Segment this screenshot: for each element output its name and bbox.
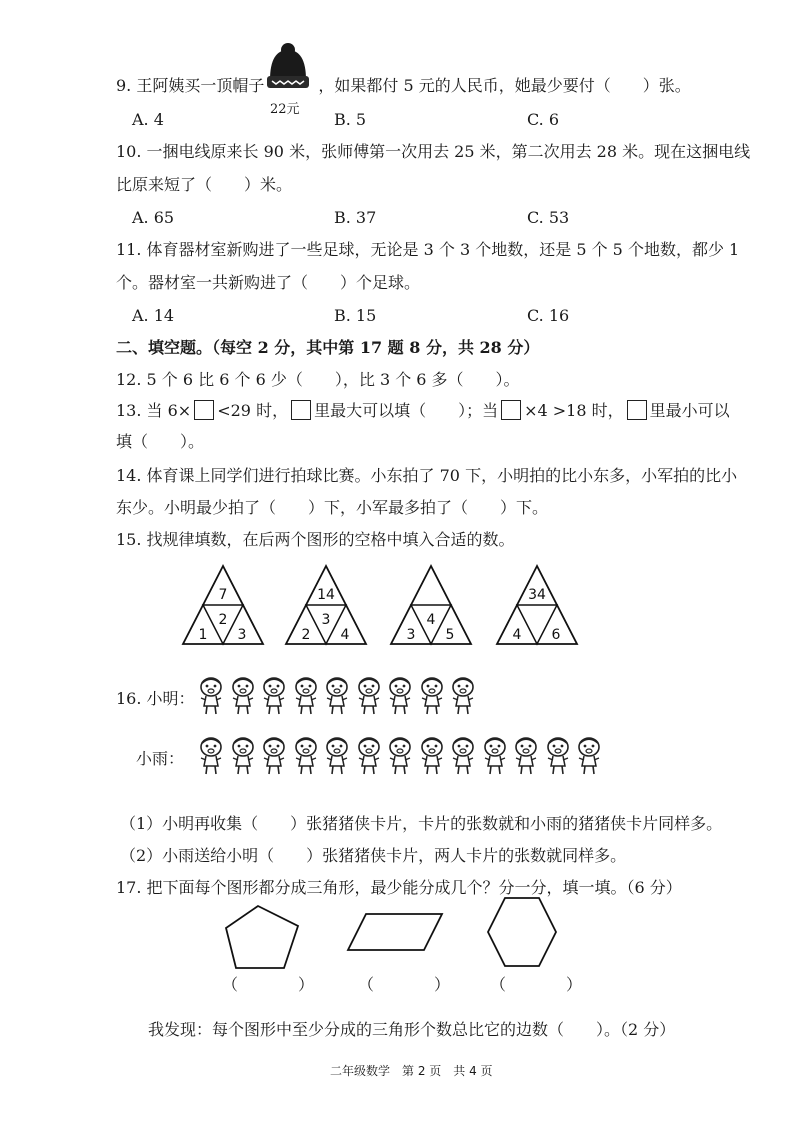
q17-answer-pentagon[interactable]: （ ） [222,975,337,994]
q13-part5: 里最小可以 [649,401,730,420]
q14-line2: 东少。小明最少拍了（ ）下，小军最多拍了（ ）下。 [116,498,549,517]
q9-option-c: C. 6 [527,110,560,129]
pig-card-icon [198,676,224,716]
pig-card-icon [293,736,319,776]
answer-box[interactable] [627,400,647,420]
q9-line [116,76,691,96]
q11-option-c: C. 16 [527,306,570,325]
triangle-cell: 1 [198,627,208,643]
q12-line: 12. 5 个 6 比 6 个 6 少（ ），比 3 个 6 多（ ）。 [116,370,520,389]
q16-label-xiaoyu: 小雨： [136,749,185,768]
pig-card-icon [513,736,539,776]
triangle-cell: 4 [512,627,522,643]
pentagon-shape [222,902,304,974]
pig-card-icon [387,676,413,716]
triangle-cell: 4 [426,612,436,628]
pig-card-icon [324,676,350,716]
pig-card-icon [230,676,256,716]
pig-card-icon [293,676,319,716]
hat-image [264,40,312,98]
triangle-cell: 3 [237,627,247,643]
triangle-cell: 3 [321,612,331,628]
triangle-cell: 5 [445,627,455,643]
pig-card-icon [198,736,224,776]
q13-part3: 里最大可以填（ ）；当 [314,401,499,420]
triangle-cell: 6 [551,627,561,643]
q17-text: 17. 把下面每个图形都分成三角形，最少能分成几个？分一分，填一填。（6 分） [116,878,682,897]
triangle-cell: 3 [406,627,416,643]
triangle-figure-1 [180,562,266,648]
q13-part2: <29 时， [217,401,289,420]
pig-card-icon [261,676,287,716]
q16-sub2: （2）小雨送给小明（ ）张猪猪侠卡片，两人卡片的张数就同样多。 [120,846,627,865]
q17-answer-hexagon[interactable]: （ ） [490,975,605,994]
pig-card-icon [450,676,476,716]
q10-line1: 10. 一捆电线原来长 90 米，张师傅第一次用去 25 米，第二次用去 28 米。现在这捆电线 [116,142,751,161]
pig-card-icon [450,736,476,776]
q9-option-b: B. 5 [334,110,367,129]
q11-option-a: A. 14 [132,306,175,325]
hat-price: 22元 [270,102,300,117]
q11-line1: 11. 体育器材室新购进了一些足球，无论是 3 个 3 个地数，还是 5 个 5 个地数，都少 1 [116,240,740,259]
pig-card-icon [419,736,445,776]
q13-line2: 填（ ）。 [116,432,205,451]
pig-card-icon [356,676,382,716]
q13-line1 [116,400,730,421]
pig-card-icon [576,736,602,776]
triangle-figure-2 [283,562,369,648]
triangle-cell: 2 [301,627,311,643]
pig-card-icon [419,676,445,716]
q13-part1: 13. 当 6× [116,401,192,420]
q9-text-before: 9. 王阿姨买一顶帽子 [116,76,265,95]
triangle-cell: 7 [218,587,228,603]
triangle-cell: 4 [340,627,350,643]
pig-card-icon [356,736,382,776]
parallelogram-shape [344,910,446,954]
triangle-cell: 14 [317,587,335,603]
answer-box[interactable] [194,400,214,420]
section-fill-in-title: 二、填空题。（每空 2 分，其中第 17 题 8 分，共 28 分） [116,338,540,357]
q11-line2: 个。器材室一共新购进了（ ）个足球。 [116,273,421,292]
q17-answer-parallelogram[interactable]: （ ） [358,975,473,994]
q10-option-b: B. 37 [334,208,377,227]
q9-option-a: A. 4 [132,110,164,129]
q17-discovery: 我发现：每个图形中至少分成的三角形个数总比它的边数（ ）。（2 分） [148,1020,676,1039]
triangle-cell: 2 [218,612,228,628]
q10-line2: 比原来短了（ ）米。 [116,175,293,194]
pig-card-icon [545,736,571,776]
q16-sub1: （1）小明再收集（ ）张猪猪侠卡片，卡片的张数就和小雨的猪猪侠卡片同样多。 [120,814,723,833]
pig-card-icon [387,736,413,776]
pig-card-icon [482,736,508,776]
q15-text: 15. 找规律填数，在后两个图形的空格中填入合适的数。 [116,530,515,549]
q10-option-c: C. 53 [527,208,570,227]
pig-card-icon [230,736,256,776]
hexagon-shape [484,894,560,970]
answer-box[interactable] [291,400,311,420]
pig-card-icon [324,736,350,776]
pig-card-icon [261,736,287,776]
answer-box[interactable] [501,400,521,420]
triangle-cell: 34 [528,587,546,603]
q10-option-a: A. 65 [132,208,175,227]
page-footer: 二年级数学 第 2 页 共 4 页 [330,1064,493,1078]
q11-option-b: B. 15 [334,306,377,325]
triangle-figure-4 [494,562,580,648]
q9-text-after: ，如果都付 5 元的人民币，她最少要付（ ）张。 [318,76,691,95]
triangle-figure-3 [388,562,474,648]
q13-part4: ×4 >18 时， [524,401,624,420]
q14-line1: 14. 体育课上同学们进行拍球比赛。小东拍了 70 下，小明拍的比小东多，小军拍的比小 [116,466,738,485]
q16-label-xiaoming: 16. 小明： [116,689,195,708]
